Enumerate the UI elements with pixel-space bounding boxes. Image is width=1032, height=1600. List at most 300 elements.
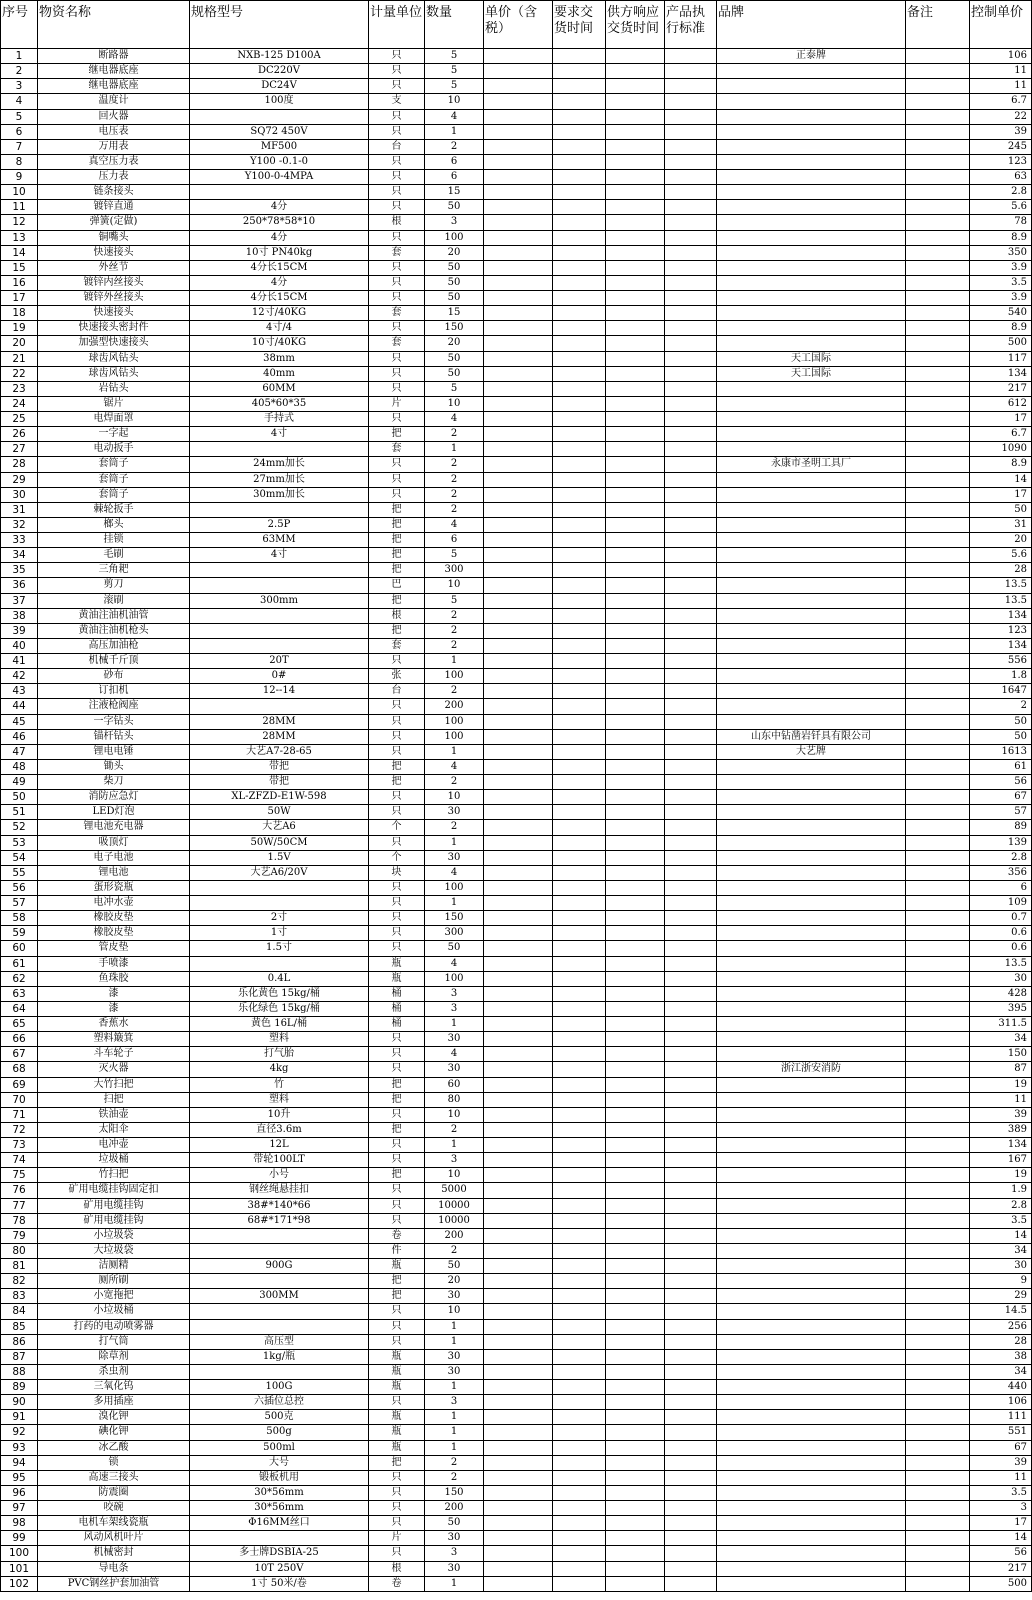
cell-unit[interactable]: 个 [369,850,425,865]
cell-resp-time[interactable] [606,1047,665,1062]
cell-ctrl-price[interactable]: 13.5 [970,578,1032,593]
cell-req-time[interactable] [553,865,606,880]
cell-name[interactable]: 黄油注油机油管 [38,608,190,623]
header-price[interactable]: 单价（含税） [484,1,553,49]
cell-unit[interactable]: 把 [369,502,425,517]
cell-remark[interactable] [906,412,970,427]
cell-req-time[interactable] [553,593,606,608]
cell-qty[interactable]: 10 [425,94,484,109]
cell-brand[interactable] [717,1395,906,1410]
cell-resp-time[interactable] [606,1410,665,1425]
cell-price[interactable] [484,124,553,139]
cell-resp-time[interactable] [606,124,665,139]
cell-unit[interactable]: 只 [369,412,425,427]
cell-ctrl-price[interactable]: 6 [970,880,1032,895]
cell-resp-time[interactable] [606,805,665,820]
cell-ctrl-price[interactable]: 111 [970,1410,1032,1425]
cell-resp-time[interactable] [606,79,665,94]
cell-standard[interactable] [665,1516,717,1531]
cell-brand[interactable] [717,911,906,926]
cell-spec[interactable]: 38mm [190,351,369,366]
cell-spec[interactable]: Y100-0-4MPA [190,170,369,185]
cell-spec[interactable] [190,956,369,971]
cell-brand[interactable] [717,593,906,608]
cell-resp-time[interactable] [606,170,665,185]
cell-qty[interactable]: 2 [425,623,484,638]
cell-standard[interactable] [665,1561,717,1576]
cell-ctrl-price[interactable]: 0.6 [970,926,1032,941]
cell-spec[interactable]: SQ72 450V [190,124,369,139]
cell-req-time[interactable] [553,986,606,1001]
cell-req-time[interactable] [553,729,606,744]
cell-name[interactable]: 机械千斤顶 [38,654,190,669]
cell-qty[interactable]: 10 [425,396,484,411]
cell-unit[interactable]: 只 [369,49,425,64]
cell-price[interactable] [484,1425,553,1440]
cell-unit[interactable]: 套 [369,442,425,457]
cell-standard[interactable] [665,926,717,941]
cell-resp-time[interactable] [606,1259,665,1274]
cell-qty[interactable]: 5 [425,64,484,79]
cell-ctrl-price[interactable]: 34 [970,1364,1032,1379]
cell-qty[interactable]: 1 [425,1319,484,1334]
cell-qty[interactable]: 100 [425,230,484,245]
cell-qty[interactable]: 150 [425,1485,484,1500]
cell-remark[interactable] [906,1107,970,1122]
cell-resp-time[interactable] [606,563,665,578]
cell-ctrl-price[interactable]: 34 [970,1032,1032,1047]
cell-name[interactable]: 砂布 [38,669,190,684]
cell-unit[interactable]: 只 [369,1107,425,1122]
cell-spec[interactable] [190,880,369,895]
cell-resp-time[interactable] [606,427,665,442]
cell-price[interactable] [484,1546,553,1561]
cell-standard[interactable] [665,1001,717,1016]
cell-qty[interactable]: 150 [425,321,484,336]
cell-spec[interactable]: 1.5寸 [190,941,369,956]
cell-brand[interactable] [717,64,906,79]
cell-remark[interactable] [906,896,970,911]
cell-spec[interactable]: 0# [190,669,369,684]
cell-qty[interactable]: 30 [425,1032,484,1047]
cell-qty[interactable]: 5 [425,548,484,563]
cell-ctrl-price[interactable]: 31 [970,517,1032,532]
cell-resp-time[interactable] [606,215,665,230]
cell-resp-time[interactable] [606,94,665,109]
cell-brand[interactable] [717,1183,906,1198]
cell-remark[interactable] [906,396,970,411]
cell-ctrl-price[interactable]: 3 [970,1501,1032,1516]
cell-unit[interactable]: 只 [369,941,425,956]
header-no[interactable]: 序号 [1,1,38,49]
cell-resp-time[interactable] [606,1334,665,1349]
cell-name[interactable]: 三角耙 [38,563,190,578]
cell-ctrl-price[interactable]: 6.7 [970,427,1032,442]
cell-ctrl-price[interactable]: 3.5 [970,1213,1032,1228]
cell-resp-time[interactable] [606,1092,665,1107]
cell-resp-time[interactable] [606,850,665,865]
cell-standard[interactable] [665,805,717,820]
cell-standard[interactable] [665,1228,717,1243]
cell-resp-time[interactable] [606,396,665,411]
cell-unit[interactable]: 套 [369,336,425,351]
cell-qty[interactable]: 10 [425,790,484,805]
cell-req-time[interactable] [553,306,606,321]
cell-spec[interactable] [190,608,369,623]
cell-resp-time[interactable] [606,412,665,427]
cell-req-time[interactable] [553,654,606,669]
cell-brand[interactable] [717,1122,906,1137]
cell-brand[interactable] [717,1501,906,1516]
cell-qty[interactable]: 1 [425,896,484,911]
cell-price[interactable] [484,1304,553,1319]
cell-req-time[interactable] [553,230,606,245]
cell-ctrl-price[interactable]: 50 [970,714,1032,729]
cell-spec[interactable]: Y100 -0.1-0 [190,154,369,169]
cell-unit[interactable]: 只 [369,1516,425,1531]
cell-name[interactable]: 压力表 [38,170,190,185]
cell-unit[interactable]: 把 [369,533,425,548]
cell-unit[interactable]: 瓶 [369,1440,425,1455]
cell-remark[interactable] [906,245,970,260]
cell-brand[interactable] [717,835,906,850]
cell-resp-time[interactable] [606,487,665,502]
cell-ctrl-price[interactable]: 11 [970,79,1032,94]
cell-name[interactable]: 小宽拖把 [38,1289,190,1304]
cell-price[interactable] [484,533,553,548]
cell-resp-time[interactable] [606,502,665,517]
cell-standard[interactable] [665,200,717,215]
cell-price[interactable] [484,1531,553,1546]
cell-brand[interactable] [717,548,906,563]
cell-unit[interactable]: 只 [369,699,425,714]
cell-unit[interactable]: 把 [369,1289,425,1304]
cell-name[interactable]: 滚刷 [38,593,190,608]
cell-unit[interactable]: 巴 [369,578,425,593]
cell-unit[interactable]: 把 [369,1168,425,1183]
cell-unit[interactable]: 把 [369,548,425,563]
cell-ctrl-price[interactable]: 29 [970,1289,1032,1304]
cell-spec[interactable]: 28MM [190,714,369,729]
cell-req-time[interactable] [553,260,606,275]
cell-qty[interactable]: 1 [425,124,484,139]
cell-brand[interactable] [717,124,906,139]
cell-req-time[interactable] [553,1122,606,1137]
cell-spec[interactable]: 4分 [190,200,369,215]
cell-req-time[interactable] [553,548,606,563]
cell-req-time[interactable] [553,94,606,109]
cell-price[interactable] [484,1561,553,1576]
cell-resp-time[interactable] [606,1380,665,1395]
cell-price[interactable] [484,623,553,638]
cell-req-time[interactable] [553,1213,606,1228]
cell-spec[interactable] [190,442,369,457]
cell-name[interactable]: 洁厕精 [38,1259,190,1274]
cell-spec[interactable] [190,1228,369,1243]
cell-unit[interactable]: 把 [369,563,425,578]
cell-price[interactable] [484,306,553,321]
cell-spec[interactable]: 锻板机用 [190,1470,369,1485]
cell-price[interactable] [484,880,553,895]
cell-name[interactable]: 回火器 [38,109,190,124]
cell-unit[interactable]: 台 [369,139,425,154]
cell-standard[interactable] [665,623,717,638]
cell-brand[interactable] [717,321,906,336]
cell-unit[interactable]: 瓶 [369,971,425,986]
cell-req-time[interactable] [553,517,606,532]
cell-name[interactable]: 弹簧(定做) [38,215,190,230]
cell-price[interactable] [484,729,553,744]
cell-qty[interactable]: 1 [425,744,484,759]
cell-brand[interactable] [717,412,906,427]
cell-name[interactable]: 万用表 [38,139,190,154]
cell-remark[interactable] [906,971,970,986]
cell-name[interactable]: 链条接头 [38,185,190,200]
cell-spec[interactable]: 黄色 16L/桶 [190,1017,369,1032]
cell-req-time[interactable] [553,1183,606,1198]
cell-resp-time[interactable] [606,1364,665,1379]
cell-brand[interactable] [717,1228,906,1243]
cell-standard[interactable] [665,1259,717,1274]
cell-remark[interactable] [906,1349,970,1364]
cell-price[interactable] [484,699,553,714]
cell-resp-time[interactable] [606,986,665,1001]
cell-qty[interactable]: 50 [425,941,484,956]
cell-ctrl-price[interactable]: 56 [970,775,1032,790]
cell-name[interactable]: 垃圾桶 [38,1153,190,1168]
cell-remark[interactable] [906,593,970,608]
cell-standard[interactable] [665,1364,717,1379]
cell-spec[interactable]: 竹 [190,1077,369,1092]
cell-name[interactable]: 竹扫把 [38,1168,190,1183]
cell-brand[interactable] [717,1576,906,1591]
cell-resp-time[interactable] [606,971,665,986]
cell-remark[interactable] [906,865,970,880]
cell-qty[interactable]: 80 [425,1092,484,1107]
cell-price[interactable] [484,805,553,820]
cell-unit[interactable]: 瓶 [369,956,425,971]
cell-standard[interactable] [665,1380,717,1395]
cell-req-time[interactable] [553,578,606,593]
cell-spec[interactable] [190,1531,369,1546]
cell-price[interactable] [484,941,553,956]
cell-name[interactable]: 咬碗 [38,1501,190,1516]
cell-unit[interactable]: 只 [369,291,425,306]
cell-spec[interactable]: 钢丝绳悬挂扣 [190,1183,369,1198]
cell-qty[interactable]: 3 [425,1153,484,1168]
cell-req-time[interactable] [553,124,606,139]
cell-price[interactable] [484,1501,553,1516]
cell-brand[interactable] [717,396,906,411]
cell-spec[interactable]: 63MM [190,533,369,548]
cell-name[interactable]: 导电条 [38,1561,190,1576]
cell-resp-time[interactable] [606,941,665,956]
cell-brand[interactable] [717,427,906,442]
cell-brand[interactable] [717,608,906,623]
cell-remark[interactable] [906,427,970,442]
cell-resp-time[interactable] [606,1576,665,1591]
cell-req-time[interactable] [553,170,606,185]
cell-unit[interactable]: 只 [369,835,425,850]
cell-qty[interactable]: 1 [425,1017,484,1032]
cell-name[interactable]: 矿用电缆挂钩固定扣 [38,1183,190,1198]
cell-resp-time[interactable] [606,1001,665,1016]
cell-ctrl-price[interactable]: 11 [970,64,1032,79]
cell-name[interactable]: 快速接头 [38,245,190,260]
cell-unit[interactable]: 桶 [369,986,425,1001]
cell-spec[interactable]: 500ml [190,1440,369,1455]
cell-price[interactable] [484,669,553,684]
cell-qty[interactable]: 60 [425,1077,484,1092]
cell-standard[interactable] [665,139,717,154]
cell-unit[interactable]: 只 [369,185,425,200]
cell-spec[interactable]: 24mm加长 [190,457,369,472]
cell-name[interactable]: 一字起 [38,427,190,442]
cell-unit[interactable]: 只 [369,472,425,487]
cell-resp-time[interactable] [606,1107,665,1122]
cell-unit[interactable]: 只 [369,1470,425,1485]
cell-brand[interactable] [717,759,906,774]
cell-name[interactable]: 扫把 [38,1092,190,1107]
cell-standard[interactable] [665,502,717,517]
cell-qty[interactable]: 2 [425,775,484,790]
cell-resp-time[interactable] [606,109,665,124]
cell-req-time[interactable] [553,1349,606,1364]
cell-req-time[interactable] [553,926,606,941]
cell-name[interactable]: 断路器 [38,49,190,64]
cell-ctrl-price[interactable]: 540 [970,306,1032,321]
cell-name[interactable]: 防震圈 [38,1485,190,1500]
cell-name[interactable]: 电压表 [38,124,190,139]
cell-ctrl-price[interactable]: 139 [970,835,1032,850]
cell-remark[interactable] [906,684,970,699]
cell-remark[interactable] [906,351,970,366]
cell-name[interactable]: 球齿风钻头 [38,366,190,381]
cell-price[interactable] [484,291,553,306]
cell-name[interactable]: 灭火器 [38,1062,190,1077]
cell-spec[interactable]: XL-ZFZD-E1W-598 [190,790,369,805]
cell-unit[interactable]: 把 [369,1122,425,1137]
cell-spec[interactable]: 20T [190,654,369,669]
cell-resp-time[interactable] [606,154,665,169]
cell-req-time[interactable] [553,1274,606,1289]
cell-brand[interactable]: 天工国际 [717,351,906,366]
cell-unit[interactable]: 只 [369,1198,425,1213]
cell-qty[interactable]: 10000 [425,1198,484,1213]
cell-brand[interactable] [717,865,906,880]
cell-req-time[interactable] [553,64,606,79]
cell-standard[interactable] [665,835,717,850]
cell-brand[interactable] [717,805,906,820]
header-unit[interactable]: 计量单位 [369,1,425,49]
cell-price[interactable] [484,744,553,759]
cell-ctrl-price[interactable]: 5.6 [970,200,1032,215]
cell-brand[interactable] [717,306,906,321]
cell-resp-time[interactable] [606,1289,665,1304]
cell-name[interactable]: 锂电池 [38,865,190,880]
cell-brand[interactable] [717,1425,906,1440]
cell-ctrl-price[interactable]: 1.8 [970,669,1032,684]
cell-req-time[interactable] [553,744,606,759]
cell-remark[interactable] [906,1485,970,1500]
cell-brand[interactable] [717,1107,906,1122]
cell-price[interactable] [484,427,553,442]
cell-spec[interactable]: DC24V [190,79,369,94]
cell-price[interactable] [484,896,553,911]
cell-name[interactable]: 电冲水壶 [38,896,190,911]
cell-resp-time[interactable] [606,472,665,487]
cell-resp-time[interactable] [606,790,665,805]
cell-qty[interactable]: 30 [425,1561,484,1576]
cell-resp-time[interactable] [606,275,665,290]
cell-qty[interactable]: 1 [425,654,484,669]
cell-brand[interactable] [717,472,906,487]
cell-ctrl-price[interactable]: 2.8 [970,850,1032,865]
cell-price[interactable] [484,1349,553,1364]
cell-qty[interactable]: 100 [425,880,484,895]
cell-standard[interactable] [665,548,717,563]
cell-price[interactable] [484,1274,553,1289]
cell-unit[interactable]: 只 [369,1319,425,1334]
cell-req-time[interactable] [553,321,606,336]
cell-spec[interactable]: 300mm [190,593,369,608]
cell-price[interactable] [484,442,553,457]
cell-remark[interactable] [906,442,970,457]
cell-remark[interactable] [906,775,970,790]
cell-req-time[interactable] [553,1516,606,1531]
cell-qty[interactable]: 30 [425,850,484,865]
cell-req-time[interactable] [553,835,606,850]
cell-price[interactable] [484,1138,553,1153]
cell-price[interactable] [484,1032,553,1047]
cell-remark[interactable] [906,880,970,895]
cell-ctrl-price[interactable]: 500 [970,336,1032,351]
cell-remark[interactable] [906,1455,970,1470]
cell-spec[interactable]: Φ16MM丝口 [190,1516,369,1531]
cell-price[interactable] [484,956,553,971]
cell-req-time[interactable] [553,1289,606,1304]
cell-price[interactable] [484,1576,553,1591]
cell-price[interactable] [484,638,553,653]
cell-name[interactable]: 杀虫剂 [38,1364,190,1379]
cell-brand[interactable] [717,1334,906,1349]
cell-name[interactable]: 斗车轮子 [38,1047,190,1062]
cell-price[interactable] [484,351,553,366]
cell-spec[interactable] [190,578,369,593]
cell-brand[interactable] [717,1304,906,1319]
cell-ctrl-price[interactable]: 3.9 [970,260,1032,275]
cell-unit[interactable]: 件 [369,1243,425,1258]
cell-name[interactable]: 三氧化钨 [38,1380,190,1395]
cell-qty[interactable]: 1 [425,835,484,850]
cell-ctrl-price[interactable]: 17 [970,412,1032,427]
cell-spec[interactable]: 38#*140*66 [190,1198,369,1213]
cell-standard[interactable] [665,215,717,230]
cell-brand[interactable]: 浙江浙安消防 [717,1062,906,1077]
cell-req-time[interactable] [553,1259,606,1274]
cell-qty[interactable]: 1 [425,1380,484,1395]
cell-ctrl-price[interactable]: 8.9 [970,457,1032,472]
cell-ctrl-price[interactable]: 167 [970,1153,1032,1168]
cell-price[interactable] [484,1092,553,1107]
cell-remark[interactable] [906,185,970,200]
cell-name[interactable]: 矿用电缆挂钩 [38,1198,190,1213]
cell-brand[interactable] [717,275,906,290]
cell-ctrl-price[interactable]: 19 [970,1168,1032,1183]
cell-standard[interactable] [665,729,717,744]
cell-name[interactable]: 漆 [38,986,190,1001]
cell-spec[interactable]: 六插位总控 [190,1395,369,1410]
